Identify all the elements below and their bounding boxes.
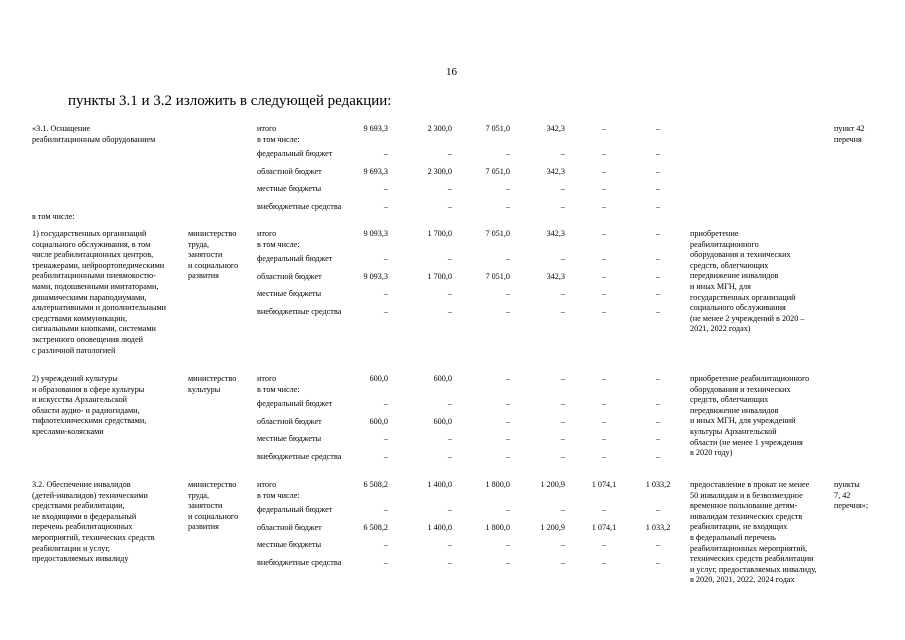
funding-value-cell: 1 074,1 xyxy=(591,523,617,532)
funding-source-label: областной бюджет xyxy=(257,167,322,176)
funding-source-label: в том числе: xyxy=(257,134,300,144)
expected-result-line: в 2020 году) xyxy=(690,448,733,458)
measure-name-line: 2) учреждений культуры xyxy=(32,374,118,383)
funding-source-label: местные бюджеты xyxy=(257,289,322,298)
measure-name-line: перечень реабилитационных xyxy=(32,522,133,532)
funding-value-cell: – xyxy=(655,149,661,158)
expected-result-line: государственных организаций xyxy=(690,292,796,302)
funding-value-cell: – xyxy=(655,202,661,211)
funding-value-cell: 9 093,3 xyxy=(363,229,388,238)
funding-value-cell: – xyxy=(505,149,510,158)
funding-value-cell: – xyxy=(447,202,452,211)
expected-result-line: в федеральный перечень xyxy=(690,533,776,542)
funding-value-cell: – xyxy=(447,434,452,443)
measure-name-line: средствами коммуникации, xyxy=(32,313,128,323)
funding-value-cell: – xyxy=(655,558,661,567)
funding-value-cell: 1 200,9 xyxy=(540,523,565,532)
funding-value-cell: – xyxy=(601,399,607,408)
measure-name-line: предоставляемых инвалиду xyxy=(32,554,129,564)
measure-name-line: мероприятий, технических средств xyxy=(32,533,155,542)
funding-value-cell: 1 400,0 xyxy=(427,523,452,532)
funding-value-cell: 9 693,3 xyxy=(363,167,388,176)
executor-line: культуры xyxy=(188,384,221,394)
expected-result-line: средств, облегчающих xyxy=(690,395,769,405)
funding-value-cell: – xyxy=(505,434,510,443)
funding-value-cell: – xyxy=(601,452,607,461)
funding-value-cell: – xyxy=(601,272,607,281)
reference-line: перечня xyxy=(834,134,862,144)
funding-value-cell: – xyxy=(601,289,607,298)
funding-value-cell: – xyxy=(505,374,510,383)
funding-value-cell: 9 693,3 xyxy=(363,124,388,133)
measure-name-line: экстренного оповещения людей xyxy=(32,335,143,344)
funding-value-cell: – xyxy=(655,229,661,238)
measure-name-line: тифлотехническими средствами, xyxy=(32,416,147,426)
funding-value-cell: – xyxy=(601,540,607,549)
funding-value-cell: – xyxy=(601,167,607,176)
funding-value-cell: 600,0 xyxy=(433,374,452,383)
funding-value-cell: – xyxy=(655,540,661,549)
funding-source-label: областной бюджет xyxy=(257,272,322,281)
measure-name-line: с различной патологией xyxy=(32,345,116,355)
funding-value-cell: – xyxy=(601,558,607,567)
funding-value-cell: – xyxy=(505,289,510,298)
executor-line: труда, xyxy=(188,239,210,249)
funding-value-cell: 1 700,0 xyxy=(427,229,452,238)
funding-value-cell: – xyxy=(601,254,607,263)
expected-result-line: технических средств реабилитации xyxy=(690,554,814,564)
funding-value-cell: – xyxy=(655,399,661,408)
funding-value-cell: 1 800,0 xyxy=(485,480,510,489)
funding-value-cell: – xyxy=(447,558,452,567)
measure-name-line: альтернативными и дополнительными xyxy=(32,303,167,313)
funding-source-label: в том числе: xyxy=(257,239,300,249)
funding-value-cell: – xyxy=(655,254,661,263)
funding-value-cell: – xyxy=(655,417,661,426)
funding-value-cell: 342,3 xyxy=(546,272,565,281)
funding-value-cell: 6 508,2 xyxy=(363,523,388,532)
funding-value-cell: 342,3 xyxy=(546,229,565,238)
expected-result-line: (не менее 2 учреждений в 2020 – xyxy=(690,313,805,323)
funding-value-cell: – xyxy=(655,434,661,443)
funding-value-cell: – xyxy=(505,417,510,426)
reference-line: пункты xyxy=(834,480,860,489)
funding-value-cell: – xyxy=(560,540,565,549)
expected-result-line: оборудования и технических xyxy=(690,384,791,394)
funding-source-label: итого xyxy=(257,480,277,489)
funding-value-cell: 7 051,0 xyxy=(485,167,510,176)
funding-value-cell: – xyxy=(505,505,510,514)
expected-result-line: 50 инвалидам и в безвозмездное xyxy=(690,490,803,500)
funding-value-cell: – xyxy=(560,149,565,158)
funding-value-cell: – xyxy=(601,124,607,133)
funding-value-cell: – xyxy=(655,505,661,514)
expected-result-line: социального обслуживания xyxy=(690,303,786,313)
funding-value-cell: 1 700,0 xyxy=(427,272,452,281)
funding-source-label: внебюджетные средства xyxy=(257,202,342,211)
funding-source-label: местные бюджеты xyxy=(257,184,322,193)
funding-value-cell: – xyxy=(601,417,607,426)
measure-name-line: средствами реабилитации, xyxy=(32,501,125,511)
funding-value-cell: – xyxy=(601,184,607,193)
funding-value-cell: – xyxy=(655,272,661,281)
measure-name-line: числе реабилитационных центров, xyxy=(32,250,154,260)
funding-value-cell: – xyxy=(383,307,388,316)
funding-value-cell: 1 400,0 xyxy=(427,480,452,489)
funding-value-cell: – xyxy=(505,307,510,316)
funding-value-cell: – xyxy=(505,558,510,567)
expected-result-line: передвижение инвалидов xyxy=(690,405,779,415)
measure-name-line: и образования в сфере культуры xyxy=(32,384,145,394)
expected-result-line: приобретение реабилитационного xyxy=(690,374,810,383)
funding-value-cell: – xyxy=(560,417,565,426)
funding-value-cell: – xyxy=(383,202,388,211)
funding-source-label: федеральный бюджет xyxy=(257,254,333,263)
reference-line: перечня»; xyxy=(834,501,869,511)
funding-value-cell: – xyxy=(505,184,510,193)
measure-name-line: социального обслуживания, в том xyxy=(32,239,151,249)
expected-result-line: средств, облегчающих xyxy=(690,260,769,270)
funding-value-cell: 600,0 xyxy=(369,374,388,383)
funding-source-label: внебюджетные средства xyxy=(257,307,342,316)
expected-result-line: 2021, 2022 годах) xyxy=(690,324,751,334)
executor-line: занятости xyxy=(188,250,223,260)
funding-source-label: местные бюджеты xyxy=(257,540,322,549)
funding-value-cell: – xyxy=(560,184,565,193)
funding-source-label: внебюджетные средства xyxy=(257,452,342,461)
measure-name-line: не входящими в федеральный xyxy=(32,511,137,521)
funding-value-cell: – xyxy=(560,307,565,316)
funding-value-cell: 6 508,2 xyxy=(363,480,388,489)
funding-source-label: в том числе: xyxy=(257,490,300,500)
funding-value-cell: 342,3 xyxy=(546,124,565,133)
executor-line: и социального xyxy=(188,511,239,521)
measure-name-line: реабилитационным оборудованием xyxy=(32,134,156,144)
measure-name-line: (детей-инвалидов) техническими xyxy=(32,490,148,500)
funding-value-cell: – xyxy=(447,505,452,514)
funding-source-label: местные бюджеты xyxy=(257,434,322,443)
page-heading: пункты 3.1 и 3.2 изложить в следующей редакции: xyxy=(68,93,392,109)
funding-value-cell: – xyxy=(447,289,452,298)
funding-value-cell: – xyxy=(601,229,607,238)
funding-value-cell: – xyxy=(601,374,607,383)
measure-name-line: реабилитационными пневмокостю- xyxy=(32,271,156,281)
reference-line: 7, 42 xyxy=(834,490,851,500)
funding-value-cell: 1 074,1 xyxy=(591,480,617,489)
executor-line: министерство xyxy=(188,374,237,383)
funding-value-cell: – xyxy=(655,184,661,193)
funding-value-cell: 9 093,3 xyxy=(363,272,388,281)
funding-value-cell: – xyxy=(601,149,607,158)
funding-value-cell: – xyxy=(655,307,661,316)
measure-name-line: креслами-колясками xyxy=(32,427,104,436)
funding-value-cell: – xyxy=(383,399,388,408)
expected-result-line: реабилитационного xyxy=(690,239,759,249)
funding-source-label: областной бюджет xyxy=(257,523,322,532)
funding-value-cell: – xyxy=(383,505,388,514)
funding-source-label: областной бюджет xyxy=(257,417,322,426)
funding-value-cell: – xyxy=(505,399,510,408)
funding-value-cell: – xyxy=(655,289,661,298)
executor-line: министерство xyxy=(188,229,237,238)
funding-value-cell: 7 051,0 xyxy=(485,272,510,281)
funding-source-label: федеральный бюджет xyxy=(257,399,333,408)
funding-value-cell: – xyxy=(447,254,452,263)
funding-value-cell: 600,0 xyxy=(369,417,388,426)
funding-value-cell: 600,0 xyxy=(433,417,452,426)
funding-value-cell: – xyxy=(655,124,661,133)
funding-value-cell: – xyxy=(505,540,510,549)
funding-value-cell: – xyxy=(383,452,388,461)
expected-result-line: передвижение инвалидов xyxy=(690,271,779,281)
funding-value-cell: – xyxy=(383,254,388,263)
funding-value-cell: – xyxy=(447,452,452,461)
expected-result-line: и иных МГН, для xyxy=(690,282,751,291)
measure-name-line: 3.2. Обеспечение инвалидов xyxy=(32,480,131,489)
funding-value-cell: – xyxy=(383,540,388,549)
measure-name-line: реабилитации и услуг, xyxy=(32,543,110,553)
funding-value-cell: – xyxy=(601,202,607,211)
expected-result-line: оборудования и технических xyxy=(690,250,791,260)
expected-result-line: в 2020, 2021, 2022, 2024 годах xyxy=(690,575,795,585)
measure-name-line: динамическими парaподиумами, xyxy=(32,292,147,302)
measure-name-line: и искусства Архангельской xyxy=(32,395,128,405)
funding-value-cell: 7 051,0 xyxy=(485,229,510,238)
funding-value-cell: – xyxy=(383,149,388,158)
funding-value-cell: – xyxy=(383,434,388,443)
expected-result-line: и иных МГН, для учреждений xyxy=(690,416,796,426)
funding-value-cell: – xyxy=(655,374,661,383)
page-number: 16 xyxy=(446,66,457,78)
funding-value-cell: – xyxy=(560,289,565,298)
measure-name-line: тренажерами, нейроортопедическими xyxy=(32,260,165,270)
measure-name-line: мами, подошвенными имитаторами, xyxy=(32,282,159,291)
funding-value-cell: – xyxy=(601,505,607,514)
funding-value-cell: – xyxy=(560,374,565,383)
funding-value-cell: – xyxy=(601,434,607,443)
funding-value-cell: – xyxy=(560,558,565,567)
funding-value-cell: – xyxy=(560,505,565,514)
executor-line: занятости xyxy=(188,501,223,511)
funding-value-cell: – xyxy=(505,202,510,211)
funding-value-cell: – xyxy=(601,307,607,316)
executor-line: и социального xyxy=(188,260,239,270)
funding-source-label: итого xyxy=(257,229,277,238)
expected-result-line: приобретение xyxy=(690,229,739,238)
funding-value-cell: 1 800,0 xyxy=(485,523,510,532)
funding-value-cell: – xyxy=(560,254,565,263)
measure-name-line: «3.1. Оснащение xyxy=(32,124,91,133)
funding-value-cell: 1 033,2 xyxy=(645,480,671,489)
reference-line: пункт 42 xyxy=(834,124,865,133)
funding-value-cell: – xyxy=(383,289,388,298)
funding-value-cell: 342,3 xyxy=(546,167,565,176)
funding-value-cell: – xyxy=(383,558,388,567)
measure-name-line: 1) государственных организаций xyxy=(32,229,147,238)
executor-line: развития xyxy=(188,271,219,281)
funding-value-cell: – xyxy=(447,184,452,193)
expected-result-line: предоставление в прокат не менее xyxy=(690,480,810,489)
funding-value-cell: 1 033,2 xyxy=(645,523,671,532)
funding-value-cell: 2 300,0 xyxy=(427,167,452,176)
funding-source-label: внебюджетные средства xyxy=(257,558,342,567)
expected-result-line: и услуг, предоставляемых инвалиду, xyxy=(690,564,817,574)
funding-value-cell: 2 300,0 xyxy=(427,124,452,133)
executor-line: труда, xyxy=(188,490,210,500)
funding-value-cell: – xyxy=(560,202,565,211)
funding-source-label: итого xyxy=(257,124,277,133)
executor-line: развития xyxy=(188,522,219,532)
funding-value-cell: – xyxy=(560,434,565,443)
measure-name-line: сигнальными кнопками, системами xyxy=(32,324,156,334)
funding-source-label: в том числе: xyxy=(257,384,300,394)
executor-line: министерство xyxy=(188,480,237,489)
funding-value-cell: – xyxy=(505,254,510,263)
funding-value-cell: – xyxy=(560,399,565,408)
funding-value-cell: – xyxy=(560,452,565,461)
funding-source-label: итого xyxy=(257,374,277,383)
expected-result-line: временное пользование детям- xyxy=(690,501,798,511)
funding-value-cell: – xyxy=(505,452,510,461)
funding-value-cell: – xyxy=(447,399,452,408)
funding-value-cell: – xyxy=(447,149,452,158)
funding-value-cell: – xyxy=(447,540,452,549)
expected-result-line: инвалидам технических средств xyxy=(690,511,803,521)
funding-value-cell: 7 051,0 xyxy=(485,124,510,133)
expected-result-line: реабилитационных мероприятий, xyxy=(690,543,808,553)
funding-value-cell: – xyxy=(655,452,661,461)
funding-value-cell: – xyxy=(447,307,452,316)
funding-source-label: федеральный бюджет xyxy=(257,505,333,514)
funding-value-cell: 1 200,9 xyxy=(540,480,565,489)
funding-value-cell: – xyxy=(383,184,388,193)
expected-result-line: области (не менее 1 учреждения xyxy=(690,437,803,447)
funding-source-label: федеральный бюджет xyxy=(257,149,333,158)
expected-result-line: культуры Архангельской xyxy=(690,427,777,436)
subtotal-label: в том числе: xyxy=(32,212,75,221)
funding-value-cell: – xyxy=(655,167,661,176)
expected-result-line: реабилитации, не входящих xyxy=(690,522,788,532)
measure-name-line: области аудио- и радиогидами, xyxy=(32,405,140,415)
